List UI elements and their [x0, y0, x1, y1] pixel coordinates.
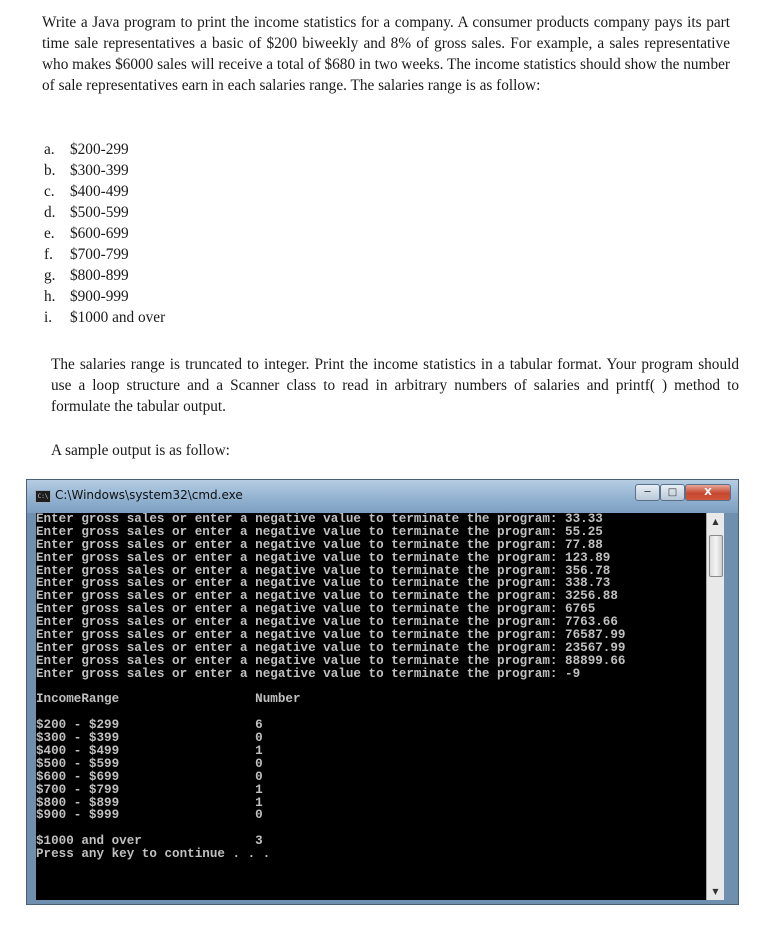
console-input-line: Enter gross sales or enter a negative value to terminate the program: 7763.66 — [36, 615, 618, 630]
salary-range-list — [44, 139, 165, 328]
salary-range-text: $500-599 — [70, 204, 129, 221]
salary-range-text: $900-999 — [70, 288, 129, 305]
intro-paragraph: Write a Java program to print the income statistics for a company. A consumer products company pays its part time sale representatives a basic of $200 biweekly and 8% of gross sales. For example, a sales representative who makes $6000 sales will receive a total of $680 in two weeks. The income statistics should show the number of sale representatives earn in each salaries range. The salaries range is as follow: — [42, 14, 730, 94]
press-key-prompt: Press any key to continue . . . — [36, 847, 271, 862]
console-input-line: Enter gross sales or enter a negative value to terminate the program: 6765 — [36, 602, 596, 617]
sample-output-intro: A sample output is as follow: — [51, 442, 230, 459]
salary-range-label: d. — [44, 204, 56, 221]
console-input-lines — [36, 513, 706, 681]
table-row: $200 - $299 6 — [36, 718, 263, 733]
console-input-line: Enter gross sales or enter a negative value to terminate the program: 88899.66 — [36, 653, 626, 668]
salary-range-text: $800-899 — [70, 267, 129, 284]
salary-range-text: $300-399 — [70, 162, 129, 179]
table-row: $900 - $999 0 — [36, 808, 263, 823]
cmd-window — [26, 479, 739, 905]
salary-range-label: c. — [44, 183, 55, 200]
salary-range-item — [44, 244, 165, 265]
salary-range-item — [44, 181, 165, 202]
table-row: $800 - $899 1 — [36, 795, 263, 810]
salary-range-label: e. — [44, 225, 55, 242]
income-table-rows — [36, 719, 706, 822]
salary-range-text: $600-699 — [70, 225, 129, 242]
console-output[interactable] — [36, 513, 706, 900]
table-row: $300 - $399 0 — [36, 731, 263, 746]
table-row: $500 - $599 0 — [36, 756, 263, 771]
salary-range-item — [44, 202, 165, 223]
table-row: $600 - $699 0 — [36, 769, 263, 784]
salary-range-item — [44, 223, 165, 244]
salary-range-item — [44, 139, 165, 160]
salary-range-text: $1000 and over — [70, 309, 166, 326]
salary-range-label: i. — [44, 309, 53, 326]
salary-range-item — [44, 160, 165, 181]
console-input-line: Enter gross sales or enter a negative value to terminate the program: 3256.88 — [36, 589, 618, 604]
scroll-up-arrow-icon[interactable]: ▲ — [712, 517, 719, 526]
console-input-line: Enter gross sales or enter a negative value to terminate the program: -9 — [36, 666, 581, 681]
close-button[interactable]: X — [685, 484, 731, 501]
console-input-line: Enter gross sales or enter a negative value to terminate the program: 55.25 — [36, 524, 603, 539]
requirements-paragraph: The salaries range is truncated to integer. Print the income statistics in a tabular format. Your program should use a loop structure and a Scanner class to read in arbitrary numbers of salaries and printf( ) method to formulate the tabular output. — [51, 356, 739, 415]
console-input-line: Enter gross sales or enter a negative value to terminate the program: 356.78 — [36, 563, 611, 578]
salary-range-text: $400-499 — [70, 183, 129, 200]
console-input-line: Enter gross sales or enter a negative value to terminate the program: 23567.99 — [36, 640, 626, 655]
console-input-line: Enter gross sales or enter a negative value to terminate the program: 76587.99 — [36, 628, 626, 643]
cmd-title-bar[interactable] — [27, 480, 738, 513]
salary-range-item — [44, 265, 165, 286]
salary-range-text: $700-799 — [70, 246, 129, 263]
console-input-line: Enter gross sales or enter a negative value to terminate the program: 77.88 — [36, 537, 603, 552]
scroll-down-arrow-icon[interactable]: ▼ — [712, 887, 719, 896]
scroll-thumb[interactable] — [709, 535, 723, 577]
console-input-line: Enter gross sales or enter a negative value to terminate the program: 123.89 — [36, 550, 611, 565]
over-range-row: $1000 and over 3 — [36, 834, 263, 849]
table-row: $400 - $499 1 — [36, 744, 263, 759]
console-input-line: Enter gross sales or enter a negative value to terminate the program: 338.73 — [36, 576, 611, 591]
table-row: $700 - $799 1 — [36, 782, 263, 797]
salary-range-label: h. — [44, 288, 56, 305]
salary-range-label: g. — [44, 267, 56, 284]
table-header: IncomeRange Number — [36, 692, 301, 707]
maximize-button[interactable]: □ — [660, 484, 685, 501]
salary-range-item — [44, 286, 165, 307]
salary-range-label: b. — [44, 162, 56, 179]
minimize-button[interactable]: ─ — [635, 484, 660, 501]
cmd-icon: C:\ — [35, 490, 51, 503]
salary-range-label: a. — [44, 141, 55, 158]
salary-range-label: f. — [44, 246, 53, 263]
vertical-scrollbar[interactable] — [706, 513, 724, 900]
cmd-window-title: C:\Windows\system32\cmd.exe — [55, 488, 243, 502]
salary-range-text: $200-299 — [70, 141, 129, 158]
salary-range-item — [44, 307, 165, 328]
console-input-line: Enter gross sales or enter a negative value to terminate the program: 33.33 — [36, 513, 603, 526]
